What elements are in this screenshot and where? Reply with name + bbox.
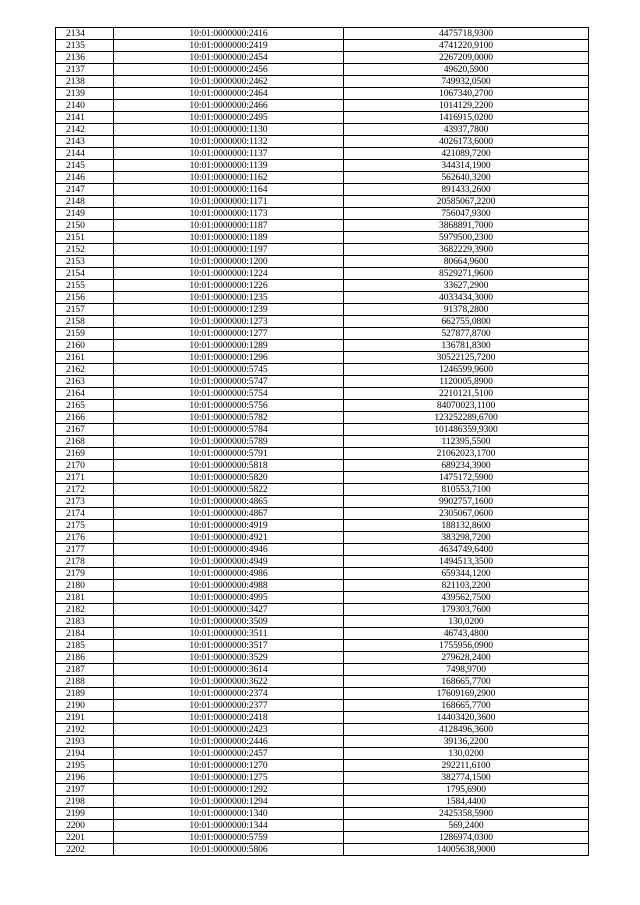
- table-row: [56, 604, 589, 616]
- row-number-cell: 2187: [56, 664, 114, 676]
- cadastral-number-cell: 10:01:0000000:2454: [114, 52, 344, 64]
- row-number-cell: 2172: [56, 484, 114, 496]
- row-number-cell: 2142: [56, 124, 114, 136]
- cadastral-number-cell: 10:01:0000000:4867: [114, 508, 344, 520]
- value-cell: 112395,5500: [344, 436, 589, 448]
- row-number-cell: 2156: [56, 292, 114, 304]
- row-number-cell: 2148: [56, 196, 114, 208]
- cadastral-number-cell: 10:01:0000000:2464: [114, 88, 344, 100]
- table-row: [56, 748, 589, 760]
- row-number-cell: 2199: [56, 808, 114, 820]
- row-number-cell: 2157: [56, 304, 114, 316]
- table-row: [56, 460, 589, 472]
- table-row: [56, 712, 589, 724]
- table-row: [56, 196, 589, 208]
- row-number-cell: 2163: [56, 376, 114, 388]
- cadastral-number-cell: 10:01:0000000:5820: [114, 472, 344, 484]
- cadastral-number-cell: 10:01:0000000:3517: [114, 640, 344, 652]
- cadastral-number-cell: 10:01:0000000:2377: [114, 700, 344, 712]
- row-number-cell: 2191: [56, 712, 114, 724]
- table-row: [56, 784, 589, 796]
- value-cell: 136781,8300: [344, 340, 589, 352]
- cadastral-number-cell: 10:01:0000000:1171: [114, 196, 344, 208]
- row-number-cell: 2145: [56, 160, 114, 172]
- value-cell: 17609169,2900: [344, 688, 589, 700]
- value-cell: 292211,6100: [344, 760, 589, 772]
- row-number-cell: 2154: [56, 268, 114, 280]
- cadastral-number-cell: 10:01:0000000:1289: [114, 340, 344, 352]
- value-cell: 3868891,7000: [344, 220, 589, 232]
- row-number-cell: 2186: [56, 652, 114, 664]
- row-number-cell: 2165: [56, 400, 114, 412]
- row-number-cell: 2184: [56, 628, 114, 640]
- row-number-cell: 2138: [56, 76, 114, 88]
- table-row: [56, 364, 589, 376]
- value-cell: 527877,8700: [344, 328, 589, 340]
- row-number-cell: 2190: [56, 700, 114, 712]
- row-number-cell: 2175: [56, 520, 114, 532]
- cadastral-number-cell: 10:01:0000000:1340: [114, 808, 344, 820]
- cadastral-number-cell: 10:01:0000000:1164: [114, 184, 344, 196]
- value-cell: 80664,9600: [344, 256, 589, 268]
- row-number-cell: 2196: [56, 772, 114, 784]
- table-row: [56, 292, 589, 304]
- cadastral-number-cell: 10:01:0000000:1277: [114, 328, 344, 340]
- cadastral-number-cell: 10:01:0000000:4946: [114, 544, 344, 556]
- table-row: [56, 232, 589, 244]
- table-row: [56, 208, 589, 220]
- row-number-cell: 2149: [56, 208, 114, 220]
- row-number-cell: 2202: [56, 844, 114, 856]
- cadastral-number-cell: 10:01:0000000:1235: [114, 292, 344, 304]
- table-row: [56, 700, 589, 712]
- table-row: [56, 424, 589, 436]
- table-row: [56, 184, 589, 196]
- cadastral-number-cell: 10:01:0000000:2456: [114, 64, 344, 76]
- cadastral-number-cell: 10:01:0000000:4986: [114, 568, 344, 580]
- row-number-cell: 2180: [56, 580, 114, 592]
- value-cell: 382774,1500: [344, 772, 589, 784]
- cadastral-number-cell: 10:01:0000000:1273: [114, 316, 344, 328]
- value-cell: 168665,7700: [344, 700, 589, 712]
- cadastral-number-cell: 10:01:0000000:1270: [114, 760, 344, 772]
- value-cell: 562640,3200: [344, 172, 589, 184]
- cadastral-number-cell: 10:01:0000000:5756: [114, 400, 344, 412]
- cadastral-number-cell: 10:01:0000000:1197: [114, 244, 344, 256]
- row-number-cell: 2134: [56, 28, 114, 40]
- value-cell: 2425358,5900: [344, 808, 589, 820]
- row-number-cell: 2159: [56, 328, 114, 340]
- row-number-cell: 2181: [56, 592, 114, 604]
- value-cell: 662755,0800: [344, 316, 589, 328]
- row-number-cell: 2176: [56, 532, 114, 544]
- table-row: [56, 316, 589, 328]
- value-cell: 1014129,2200: [344, 100, 589, 112]
- row-number-cell: 2188: [56, 676, 114, 688]
- value-cell: 1286974,0300: [344, 832, 589, 844]
- value-cell: 188132,8600: [344, 520, 589, 532]
- value-cell: 43937,7800: [344, 124, 589, 136]
- cadastral-number-cell: 10:01:0000000:3509: [114, 616, 344, 628]
- table-row: [56, 808, 589, 820]
- value-cell: 421089,7200: [344, 148, 589, 160]
- value-cell: 46743,4800: [344, 628, 589, 640]
- value-cell: 33627,2900: [344, 280, 589, 292]
- value-cell: 49620,5900: [344, 64, 589, 76]
- row-number-cell: 2169: [56, 448, 114, 460]
- cadastral-number-cell: 10:01:0000000:3614: [114, 664, 344, 676]
- cadastral-number-cell: 10:01:0000000:5818: [114, 460, 344, 472]
- row-number-cell: 2144: [56, 148, 114, 160]
- row-number-cell: 2135: [56, 40, 114, 52]
- value-cell: 891433,2600: [344, 184, 589, 196]
- cadastral-number-cell: 10:01:0000000:1132: [114, 136, 344, 148]
- cadastral-number-cell: 10:01:0000000:1344: [114, 820, 344, 832]
- row-number-cell: 2193: [56, 736, 114, 748]
- row-number-cell: 2197: [56, 784, 114, 796]
- cadastral-number-cell: 10:01:0000000:5822: [114, 484, 344, 496]
- table-row: [56, 472, 589, 484]
- cadastral-number-cell: 10:01:0000000:2495: [114, 112, 344, 124]
- value-cell: 1067340,2700: [344, 88, 589, 100]
- cadastral-number-cell: 10:01:0000000:2416: [114, 28, 344, 40]
- cadastral-number-cell: 10:01:0000000:2374: [114, 688, 344, 700]
- table-row: [56, 64, 589, 76]
- row-number-cell: 2137: [56, 64, 114, 76]
- row-number-cell: 2147: [56, 184, 114, 196]
- table-row: [56, 664, 589, 676]
- table-row: [56, 172, 589, 184]
- cadastral-table: [55, 27, 589, 856]
- row-number-cell: 2170: [56, 460, 114, 472]
- table-row: [56, 76, 589, 88]
- table-row: [56, 832, 589, 844]
- value-cell: 4033434,3000: [344, 292, 589, 304]
- cadastral-number-cell: 10:01:0000000:5789: [114, 436, 344, 448]
- value-cell: 2267209,0000: [344, 52, 589, 64]
- table-row: [56, 124, 589, 136]
- cadastral-number-cell: 10:01:0000000:2418: [114, 712, 344, 724]
- value-cell: 1584,4400: [344, 796, 589, 808]
- cadastral-number-cell: 10:01:0000000:2466: [114, 100, 344, 112]
- value-cell: 20585067,2200: [344, 196, 589, 208]
- row-number-cell: 2158: [56, 316, 114, 328]
- value-cell: 1120005,8900: [344, 376, 589, 388]
- table-row: [56, 40, 589, 52]
- row-number-cell: 2139: [56, 88, 114, 100]
- row-number-cell: 2160: [56, 340, 114, 352]
- value-cell: 279628,2400: [344, 652, 589, 664]
- table-row: [56, 676, 589, 688]
- value-cell: 1246599,9600: [344, 364, 589, 376]
- cadastral-number-cell: 10:01:0000000:1130: [114, 124, 344, 136]
- table-row: [56, 220, 589, 232]
- row-number-cell: 2161: [56, 352, 114, 364]
- cadastral-number-cell: 10:01:0000000:1294: [114, 796, 344, 808]
- row-number-cell: 2136: [56, 52, 114, 64]
- value-cell: 130,0200: [344, 616, 589, 628]
- value-cell: 179303,7600: [344, 604, 589, 616]
- cadastral-number-cell: 10:01:0000000:5784: [114, 424, 344, 436]
- row-number-cell: 2140: [56, 100, 114, 112]
- table-row: [56, 568, 589, 580]
- cadastral-number-cell: 10:01:0000000:3511: [114, 628, 344, 640]
- value-cell: 2305067,0600: [344, 508, 589, 520]
- cadastral-number-cell: 10:01:0000000:2419: [114, 40, 344, 52]
- value-cell: 689234,3900: [344, 460, 589, 472]
- value-cell: 439562,7500: [344, 592, 589, 604]
- row-number-cell: 2178: [56, 556, 114, 568]
- cadastral-number-cell: 10:01:0000000:2462: [114, 76, 344, 88]
- table-row: [56, 820, 589, 832]
- cadastral-number-cell: 10:01:0000000:2446: [114, 736, 344, 748]
- cadastral-number-cell: 10:01:0000000:5754: [114, 388, 344, 400]
- value-cell: 749932,0500: [344, 76, 589, 88]
- cadastral-number-cell: 10:01:0000000:4921: [114, 532, 344, 544]
- table-row: [56, 28, 589, 40]
- row-number-cell: 2177: [56, 544, 114, 556]
- table-row: [56, 256, 589, 268]
- cadastral-number-cell: 10:01:0000000:1187: [114, 220, 344, 232]
- table-row: [56, 244, 589, 256]
- cadastral-number-cell: 10:01:0000000:5747: [114, 376, 344, 388]
- value-cell: 39136,2200: [344, 736, 589, 748]
- table-row: [56, 400, 589, 412]
- cadastral-number-cell: 10:01:0000000:1189: [114, 232, 344, 244]
- cadastral-number-cell: 10:01:0000000:1162: [114, 172, 344, 184]
- cadastral-number-cell: 10:01:0000000:1137: [114, 148, 344, 160]
- value-cell: 4026173,6000: [344, 136, 589, 148]
- value-cell: 821103,2200: [344, 580, 589, 592]
- table-row: [56, 88, 589, 100]
- table-row: [56, 532, 589, 544]
- value-cell: 168665,7700: [344, 676, 589, 688]
- row-number-cell: 2195: [56, 760, 114, 772]
- row-number-cell: 2182: [56, 604, 114, 616]
- table-row: [56, 628, 589, 640]
- cadastral-number-cell: 10:01:0000000:4949: [114, 556, 344, 568]
- row-number-cell: 2143: [56, 136, 114, 148]
- cadastral-number-cell: 10:01:0000000:3622: [114, 676, 344, 688]
- value-cell: 4741220,9100: [344, 40, 589, 52]
- cadastral-number-cell: 10:01:0000000:1296: [114, 352, 344, 364]
- table-row: [56, 448, 589, 460]
- cadastral-number-cell: 10:01:0000000:4995: [114, 592, 344, 604]
- table-row: [56, 412, 589, 424]
- cadastral-number-cell: 10:01:0000000:1275: [114, 772, 344, 784]
- row-number-cell: 2153: [56, 256, 114, 268]
- row-number-cell: 2171: [56, 472, 114, 484]
- value-cell: 5979500,2300: [344, 232, 589, 244]
- cadastral-number-cell: 10:01:0000000:2423: [114, 724, 344, 736]
- table-row: [56, 616, 589, 628]
- cadastral-number-cell: 10:01:0000000:2457: [114, 748, 344, 760]
- cadastral-number-cell: 10:01:0000000:1173: [114, 208, 344, 220]
- cadastral-number-cell: 10:01:0000000:5759: [114, 832, 344, 844]
- table-row: [56, 304, 589, 316]
- row-number-cell: 2167: [56, 424, 114, 436]
- row-number-cell: 2155: [56, 280, 114, 292]
- value-cell: 101486359,9300: [344, 424, 589, 436]
- table-row: [56, 100, 589, 112]
- table-row: [56, 760, 589, 772]
- row-number-cell: 2198: [56, 796, 114, 808]
- value-cell: 810553,7100: [344, 484, 589, 496]
- cadastral-number-cell: 10:01:0000000:5806: [114, 844, 344, 856]
- value-cell: 2210121,5100: [344, 388, 589, 400]
- value-cell: 7498,9700: [344, 664, 589, 676]
- value-cell: 1755956,0900: [344, 640, 589, 652]
- value-cell: 383298,7200: [344, 532, 589, 544]
- value-cell: 8529271,9600: [344, 268, 589, 280]
- cadastral-number-cell: 10:01:0000000:4988: [114, 580, 344, 592]
- row-number-cell: 2192: [56, 724, 114, 736]
- table-row: [56, 592, 589, 604]
- table-row: [56, 352, 589, 364]
- value-cell: 569,2400: [344, 820, 589, 832]
- value-cell: 91378,2800: [344, 304, 589, 316]
- cadastral-number-cell: 10:01:0000000:1200: [114, 256, 344, 268]
- table-row: [56, 496, 589, 508]
- value-cell: 84070023,1100: [344, 400, 589, 412]
- value-cell: 14403420,3600: [344, 712, 589, 724]
- table-row: [56, 508, 589, 520]
- table-row: [56, 544, 589, 556]
- table-row: [56, 340, 589, 352]
- row-number-cell: 2179: [56, 568, 114, 580]
- row-number-cell: 2164: [56, 388, 114, 400]
- row-number-cell: 2162: [56, 364, 114, 376]
- cadastral-number-cell: 10:01:0000000:5745: [114, 364, 344, 376]
- table-row: [56, 724, 589, 736]
- table-row: [56, 268, 589, 280]
- cadastral-number-cell: 10:01:0000000:4865: [114, 496, 344, 508]
- cadastral-number-cell: 10:01:0000000:3529: [114, 652, 344, 664]
- cadastral-number-cell: 10:01:0000000:1226: [114, 280, 344, 292]
- value-cell: 659344,1200: [344, 568, 589, 580]
- value-cell: 4128496,3600: [344, 724, 589, 736]
- row-number-cell: 2201: [56, 832, 114, 844]
- value-cell: 756047,9300: [344, 208, 589, 220]
- value-cell: 9902757,1600: [344, 496, 589, 508]
- table-row: [56, 520, 589, 532]
- value-cell: 21062023,1700: [344, 448, 589, 460]
- row-number-cell: 2189: [56, 688, 114, 700]
- table-row: [56, 556, 589, 568]
- table-row: [56, 580, 589, 592]
- table-row: [56, 796, 589, 808]
- row-number-cell: 2194: [56, 748, 114, 760]
- row-number-cell: 2151: [56, 232, 114, 244]
- table-row: [56, 52, 589, 64]
- row-number-cell: 2185: [56, 640, 114, 652]
- value-cell: 4475718,9300: [344, 28, 589, 40]
- value-cell: 123252289,6700: [344, 412, 589, 424]
- value-cell: 3682229,3900: [344, 244, 589, 256]
- table-row: [56, 280, 589, 292]
- cadastral-number-cell: 10:01:0000000:1224: [114, 268, 344, 280]
- value-cell: 344314,1900: [344, 160, 589, 172]
- row-number-cell: 2183: [56, 616, 114, 628]
- row-number-cell: 2150: [56, 220, 114, 232]
- table-row: [56, 388, 589, 400]
- table-row: [56, 640, 589, 652]
- value-cell: 1475172,5900: [344, 472, 589, 484]
- cadastral-number-cell: 10:01:0000000:5791: [114, 448, 344, 460]
- value-cell: 30522125,7200: [344, 352, 589, 364]
- row-number-cell: 2152: [56, 244, 114, 256]
- table-row: [56, 772, 589, 784]
- table-row: [56, 112, 589, 124]
- row-number-cell: 2141: [56, 112, 114, 124]
- table-row: [56, 844, 589, 856]
- value-cell: 1416915,0200: [344, 112, 589, 124]
- cadastral-number-cell: 10:01:0000000:1239: [114, 304, 344, 316]
- table-row: [56, 736, 589, 748]
- value-cell: 1795,6900: [344, 784, 589, 796]
- table-row: [56, 328, 589, 340]
- table-body: [56, 28, 589, 856]
- table-row: [56, 484, 589, 496]
- table-row: [56, 136, 589, 148]
- row-number-cell: 2200: [56, 820, 114, 832]
- value-cell: 14005638,9000: [344, 844, 589, 856]
- row-number-cell: 2173: [56, 496, 114, 508]
- table-row: [56, 688, 589, 700]
- cadastral-number-cell: 10:01:0000000:1139: [114, 160, 344, 172]
- value-cell: 130,0200: [344, 748, 589, 760]
- cadastral-number-cell: 10:01:0000000:4919: [114, 520, 344, 532]
- table-row: [56, 376, 589, 388]
- value-cell: 4634749,6400: [344, 544, 589, 556]
- row-number-cell: 2146: [56, 172, 114, 184]
- cadastral-number-cell: 10:01:0000000:5782: [114, 412, 344, 424]
- row-number-cell: 2166: [56, 412, 114, 424]
- table-row: [56, 436, 589, 448]
- table-row: [56, 148, 589, 160]
- row-number-cell: 2174: [56, 508, 114, 520]
- value-cell: 1494513,3500: [344, 556, 589, 568]
- cadastral-number-cell: 10:01:0000000:1292: [114, 784, 344, 796]
- table-row: [56, 652, 589, 664]
- row-number-cell: 2168: [56, 436, 114, 448]
- cadastral-number-cell: 10:01:0000000:3427: [114, 604, 344, 616]
- table-row: [56, 160, 589, 172]
